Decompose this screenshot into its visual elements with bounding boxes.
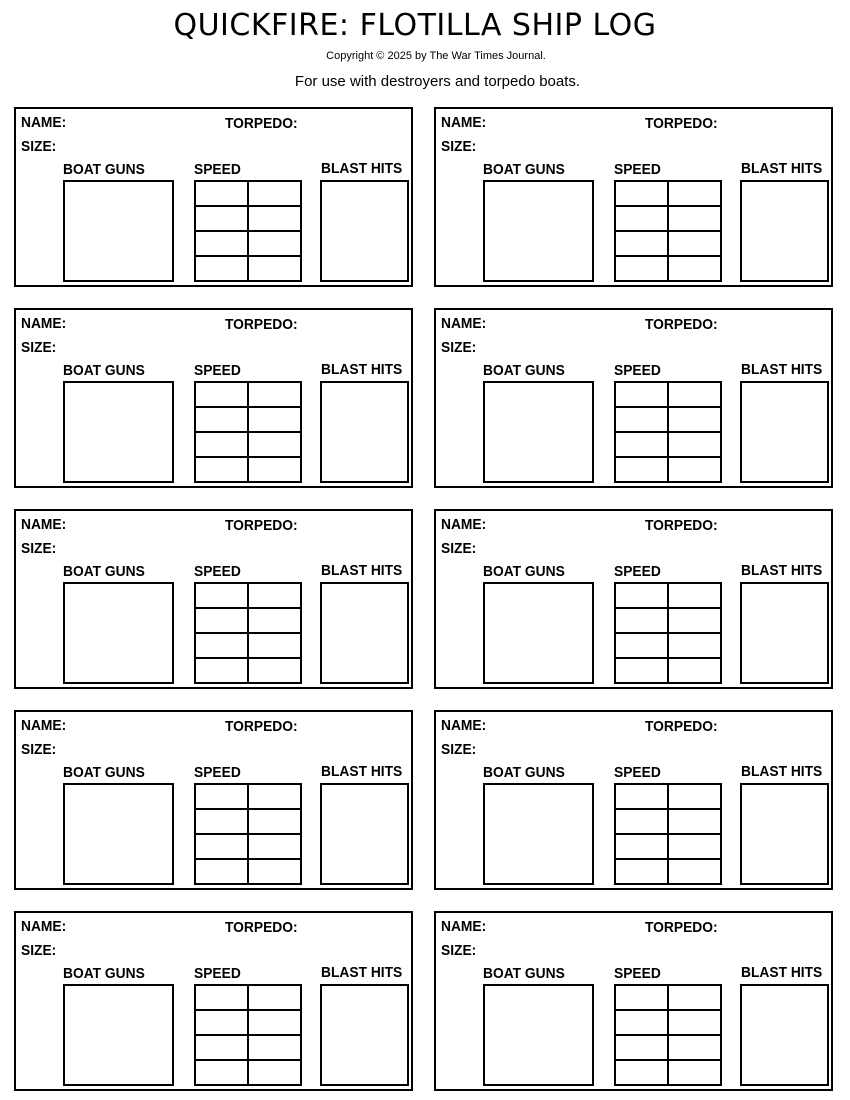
boat-guns-box[interactable]: [63, 783, 174, 885]
speed-grid: [614, 180, 722, 282]
boat-guns-box[interactable]: [483, 381, 594, 483]
blast-hits-box[interactable]: [740, 381, 829, 483]
speed-cell[interactable]: [194, 431, 249, 458]
blast-hits-box[interactable]: [740, 582, 829, 684]
blast-hits-box[interactable]: [320, 783, 409, 885]
ship-log-card: [434, 710, 833, 890]
speed-cell[interactable]: [614, 230, 669, 257]
torpedo-label: TORPEDO:: [225, 919, 298, 936]
blast-hits-label: BLAST HITS: [741, 964, 823, 981]
size-label: SIZE:: [21, 138, 57, 155]
page-subtitle: For use with destroyers and torpedo boats.: [294, 73, 581, 90]
speed-cell[interactable]: [194, 456, 249, 483]
speed-cell[interactable]: [247, 632, 302, 659]
speed-grid: [614, 582, 722, 684]
speed-label: SPEED: [614, 965, 661, 982]
torpedo-label: TORPEDO:: [645, 115, 718, 132]
blast-hits-label: BLAST HITS: [321, 160, 403, 177]
speed-cell[interactable]: [247, 783, 302, 810]
speed-cell[interactable]: [667, 657, 722, 684]
speed-cell[interactable]: [247, 406, 302, 433]
name-label: NAME:: [441, 516, 487, 533]
speed-cell[interactable]: [194, 255, 249, 282]
speed-cell[interactable]: [667, 808, 722, 835]
speed-cell[interactable]: [194, 381, 249, 408]
torpedo-label: TORPEDO:: [645, 919, 718, 936]
speed-cell[interactable]: [194, 632, 249, 659]
size-label: SIZE:: [21, 942, 57, 959]
speed-cell[interactable]: [194, 783, 249, 810]
speed-cell[interactable]: [247, 431, 302, 458]
ship-log-card: [14, 710, 413, 890]
name-label: NAME:: [441, 717, 487, 734]
speed-cell[interactable]: [247, 180, 302, 207]
speed-cell[interactable]: [194, 180, 249, 207]
speed-cell[interactable]: [667, 431, 722, 458]
blast-hits-box[interactable]: [320, 984, 409, 1086]
blast-hits-box[interactable]: [320, 180, 409, 282]
name-label: NAME:: [21, 918, 67, 935]
name-label: NAME:: [21, 114, 67, 131]
torpedo-label: TORPEDO:: [225, 718, 298, 735]
blast-hits-label: BLAST HITS: [321, 361, 403, 378]
blast-hits-label: BLAST HITS: [321, 763, 403, 780]
speed-cell[interactable]: [194, 1034, 249, 1061]
speed-cell[interactable]: [667, 205, 722, 232]
speed-cell[interactable]: [194, 1009, 249, 1036]
size-label: SIZE:: [441, 339, 477, 356]
speed-cell[interactable]: [667, 1059, 722, 1086]
speed-cell[interactable]: [614, 431, 669, 458]
boat-guns-label: BOAT GUNS: [63, 563, 145, 580]
boat-guns-box[interactable]: [63, 984, 174, 1086]
speed-cell[interactable]: [247, 255, 302, 282]
speed-grid: [614, 381, 722, 483]
speed-cell[interactable]: [614, 783, 669, 810]
ship-log-card: [434, 308, 833, 488]
boat-guns-box[interactable]: [483, 180, 594, 282]
speed-cell[interactable]: [667, 456, 722, 483]
speed-cell[interactable]: [194, 1059, 249, 1086]
speed-grid: [614, 783, 722, 885]
speed-cell[interactable]: [247, 1059, 302, 1086]
speed-cell[interactable]: [614, 205, 669, 232]
speed-cell[interactable]: [247, 833, 302, 860]
speed-cell[interactable]: [247, 205, 302, 232]
speed-cell[interactable]: [247, 657, 302, 684]
blast-hits-label: BLAST HITS: [321, 964, 403, 981]
name-label: NAME:: [21, 717, 67, 734]
name-label: NAME:: [21, 315, 67, 332]
ship-log-card: [14, 107, 413, 287]
size-label: SIZE:: [21, 339, 57, 356]
speed-cell[interactable]: [247, 607, 302, 634]
boat-guns-box[interactable]: [483, 783, 594, 885]
speed-cell[interactable]: [667, 833, 722, 860]
speed-cell[interactable]: [194, 858, 249, 885]
speed-grid: [194, 582, 302, 684]
ship-log-card: [434, 509, 833, 689]
blast-hits-label: BLAST HITS: [741, 562, 823, 579]
name-label: NAME:: [441, 918, 487, 935]
speed-label: SPEED: [614, 764, 661, 781]
speed-cell[interactable]: [194, 657, 249, 684]
speed-grid: [614, 984, 722, 1086]
speed-cell[interactable]: [247, 230, 302, 257]
speed-label: SPEED: [194, 965, 241, 982]
speed-cell[interactable]: [614, 833, 669, 860]
speed-cell[interactable]: [667, 180, 722, 207]
boat-guns-label: BOAT GUNS: [483, 965, 565, 982]
size-label: SIZE:: [441, 138, 477, 155]
blast-hits-label: BLAST HITS: [741, 763, 823, 780]
boat-guns-label: BOAT GUNS: [63, 764, 145, 781]
ship-log-card: [14, 911, 413, 1091]
boat-guns-label: BOAT GUNS: [483, 563, 565, 580]
speed-cell[interactable]: [667, 858, 722, 885]
size-label: SIZE:: [441, 942, 477, 959]
speed-cell[interactable]: [614, 406, 669, 433]
speed-grid: [194, 381, 302, 483]
speed-cell[interactable]: [667, 607, 722, 634]
boat-guns-label: BOAT GUNS: [63, 362, 145, 379]
speed-cell[interactable]: [247, 808, 302, 835]
speed-cell[interactable]: [194, 607, 249, 634]
torpedo-label: TORPEDO:: [225, 316, 298, 333]
blast-hits-box[interactable]: [740, 984, 829, 1086]
speed-cell[interactable]: [614, 456, 669, 483]
size-label: SIZE:: [441, 741, 477, 758]
speed-cell[interactable]: [667, 230, 722, 257]
speed-cell[interactable]: [194, 205, 249, 232]
speed-cell[interactable]: [247, 984, 302, 1011]
name-label: NAME:: [441, 114, 487, 131]
boat-guns-box[interactable]: [483, 984, 594, 1086]
boat-guns-label: BOAT GUNS: [63, 965, 145, 982]
speed-cell[interactable]: [194, 984, 249, 1011]
speed-cell[interactable]: [667, 1009, 722, 1036]
torpedo-label: TORPEDO:: [645, 517, 718, 534]
speed-cell[interactable]: [614, 381, 669, 408]
speed-cell[interactable]: [614, 632, 669, 659]
speed-cell[interactable]: [667, 582, 722, 609]
blast-hits-label: BLAST HITS: [741, 361, 823, 378]
speed-cell[interactable]: [667, 1034, 722, 1061]
speed-cell[interactable]: [667, 406, 722, 433]
boat-guns-label: BOAT GUNS: [483, 764, 565, 781]
speed-cell[interactable]: [614, 657, 669, 684]
speed-cell[interactable]: [247, 858, 302, 885]
ship-log-card: [14, 308, 413, 488]
speed-cell[interactable]: [667, 783, 722, 810]
speed-cell[interactable]: [247, 1009, 302, 1036]
speed-cell[interactable]: [614, 582, 669, 609]
blast-hits-label: BLAST HITS: [321, 562, 403, 579]
speed-cell[interactable]: [667, 381, 722, 408]
torpedo-label: TORPEDO:: [645, 316, 718, 333]
boat-guns-box[interactable]: [483, 582, 594, 684]
blast-hits-box[interactable]: [320, 582, 409, 684]
speed-cell[interactable]: [614, 1009, 669, 1036]
speed-cell[interactable]: [194, 230, 249, 257]
speed-cell[interactable]: [614, 1059, 669, 1086]
speed-cell[interactable]: [614, 180, 669, 207]
speed-cell[interactable]: [194, 582, 249, 609]
boat-guns-box[interactable]: [63, 180, 174, 282]
speed-cell[interactable]: [194, 808, 249, 835]
ship-log-card: [434, 911, 833, 1091]
speed-cell[interactable]: [247, 1034, 302, 1061]
speed-cell[interactable]: [614, 808, 669, 835]
speed-label: SPEED: [194, 563, 241, 580]
speed-cell[interactable]: [614, 255, 669, 282]
speed-label: SPEED: [614, 563, 661, 580]
torpedo-label: TORPEDO:: [645, 718, 718, 735]
blast-hits-box[interactable]: [740, 783, 829, 885]
name-label: NAME:: [441, 315, 487, 332]
ship-log-card: [434, 107, 833, 287]
blast-hits-label: BLAST HITS: [741, 160, 823, 177]
speed-label: SPEED: [194, 161, 241, 178]
name-label: NAME:: [21, 516, 67, 533]
ship-log-card: [14, 509, 413, 689]
blast-hits-box[interactable]: [740, 180, 829, 282]
copyright-notice: Copyright © 2025 by The War Times Journal.: [326, 50, 546, 62]
speed-cell[interactable]: [614, 607, 669, 634]
boat-guns-label: BOAT GUNS: [483, 161, 565, 178]
speed-cell[interactable]: [614, 858, 669, 885]
page-title: QUICKFIRE: FLOTILLA SHIP LOG: [173, 8, 657, 43]
speed-cell[interactable]: [667, 255, 722, 282]
speed-label: SPEED: [194, 764, 241, 781]
speed-cell[interactable]: [194, 833, 249, 860]
speed-cell[interactable]: [667, 632, 722, 659]
blast-hits-box[interactable]: [320, 381, 409, 483]
speed-cell[interactable]: [667, 984, 722, 1011]
speed-cell[interactable]: [614, 1034, 669, 1061]
speed-grid: [194, 984, 302, 1086]
speed-label: SPEED: [614, 161, 661, 178]
speed-cell[interactable]: [194, 406, 249, 433]
boat-guns-box[interactable]: [63, 582, 174, 684]
speed-grid: [194, 180, 302, 282]
size-label: SIZE:: [21, 741, 57, 758]
size-label: SIZE:: [441, 540, 477, 557]
speed-label: SPEED: [614, 362, 661, 379]
size-label: SIZE:: [21, 540, 57, 557]
boat-guns-label: BOAT GUNS: [483, 362, 565, 379]
speed-cell[interactable]: [614, 984, 669, 1011]
torpedo-label: TORPEDO:: [225, 115, 298, 132]
boat-guns-box[interactable]: [63, 381, 174, 483]
speed-label: SPEED: [194, 362, 241, 379]
speed-cell[interactable]: [247, 582, 302, 609]
speed-cell[interactable]: [247, 381, 302, 408]
torpedo-label: TORPEDO:: [225, 517, 298, 534]
boat-guns-label: BOAT GUNS: [63, 161, 145, 178]
speed-cell[interactable]: [247, 456, 302, 483]
speed-grid: [194, 783, 302, 885]
